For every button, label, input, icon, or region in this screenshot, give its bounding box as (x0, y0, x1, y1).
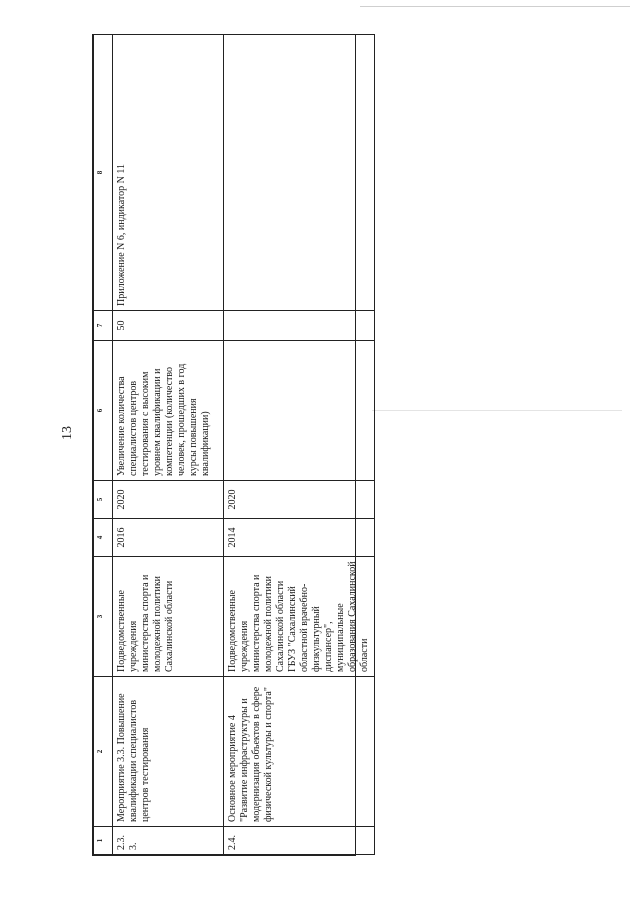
row-number: 2.4. (224, 827, 375, 855)
scan-line (372, 410, 622, 411)
row-number: 2.3.3. (113, 827, 224, 855)
executor: Подведомственные учреждения министерства спорта и молодежной политики Сахалинской области (113, 557, 224, 677)
event-name: Мероприятие 3.3. Повышение квалификации специалистов центров тестирования (113, 677, 224, 827)
indicator-link: Приложение N 6, индикатор N 11 (113, 35, 224, 311)
rotated-table-container (93, 35, 370, 855)
event-name: Основное мероприятие 4 "Развитие инфраструктуры и модернизация объектов в сфере физической культуры и спорта" (224, 677, 375, 827)
executor: Подведомственные учреждения министерства спорта и молодежной политики Сахалинской области ГБУЗ "Сахалинский областной врачебно-физкультурный диспансер", муниципальные образования Сахалинской области (224, 557, 375, 677)
end-year: 2020 (113, 481, 224, 519)
target-value (224, 311, 375, 341)
header-col-6: 6 (94, 341, 113, 481)
header-col-8: 8 (94, 35, 113, 311)
expected-result: Увеличение количества специалистов центров тестирования с высоким уровнем квалификации и компетенции (количество человек, прошедших в год курсы повышения квалификации) (113, 341, 224, 481)
expected-result (224, 341, 375, 481)
target-value: 50 (113, 311, 224, 341)
header-col-7: 7 (94, 311, 113, 341)
table-row (113, 35, 224, 855)
header-col-4: 4 (94, 519, 113, 557)
start-year: 2016 (113, 519, 224, 557)
header-col-5: 5 (94, 481, 113, 519)
scan-line (360, 6, 630, 7)
page-number: 13 (60, 426, 75, 440)
table-header-row (94, 35, 113, 855)
document-table-frame (92, 34, 370, 856)
indicator-link (224, 35, 375, 311)
table-row (224, 35, 375, 855)
activities-table (93, 34, 375, 855)
header-col-2: 2 (94, 677, 113, 827)
start-year: 2014 (224, 519, 375, 557)
end-year: 2020 (224, 481, 375, 519)
header-col-1: 1 (94, 827, 113, 855)
header-col-3: 3 (94, 557, 113, 677)
